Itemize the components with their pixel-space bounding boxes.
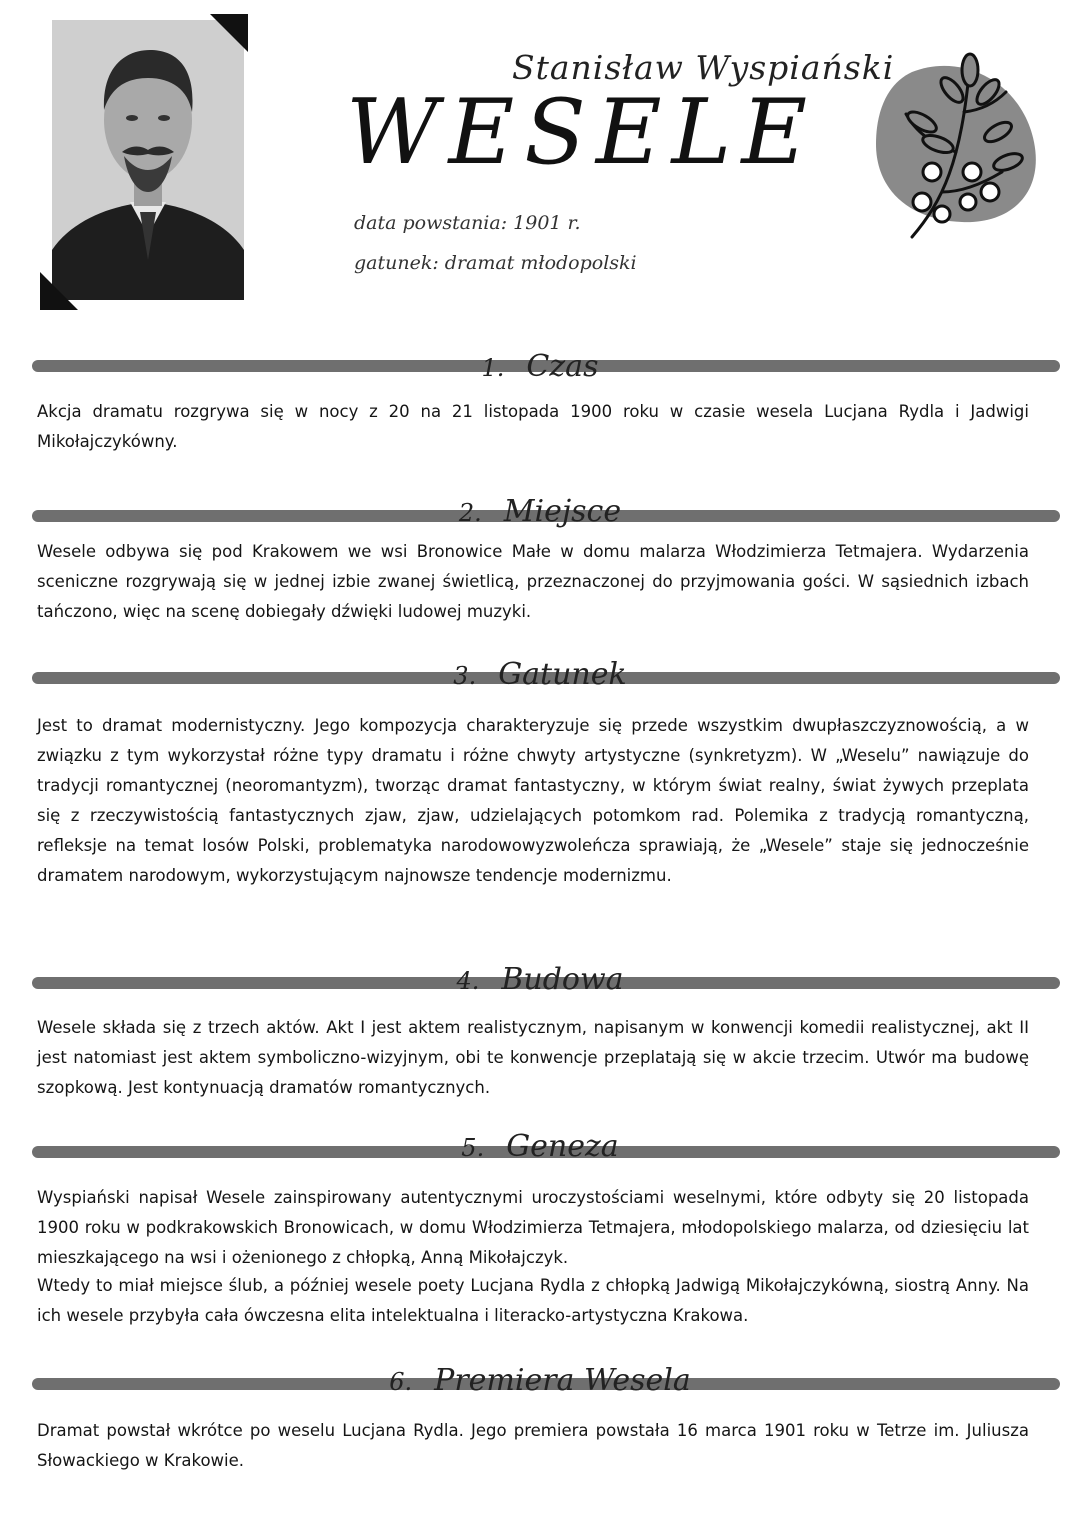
section-title: Geneza [506,1129,619,1164]
section-text: Dramat powstał wkrótce po weselu Lucjana Rydla. Jego premiera powstała 16 marca 1901 roku w Tetrze im. Juliusza Słowackiego w Krakowie. [37,1421,1029,1470]
section-text: Wtedy to miał miejsce ślub, a później wesele poety Lucjana Rydla z chłopką Jadwigą Mikołajczykówną, siostrą Anny. Na ich wesele przybyła cała ówczesna elita intelektualna i literacko-artystyczna Krakowa. [37,1276,1029,1325]
section-title: Premiera Wesela [434,1363,691,1398]
section-heading [0,657,1080,692]
section-text: Akcja dramatu rozgrywa się w nocy z 20 na 21 listopada 1900 roku w czasie wesela Lucjana Rydla i Jadwigi Mikołajczykówny. [37,402,1029,451]
section-title: Czas [526,349,599,384]
section-number: 1. [481,354,505,382]
author-name: Stanisław Wyspiański [512,48,895,87]
section-number: 4. [456,967,480,995]
section-heading [0,494,1080,529]
portrait-photo [52,20,244,300]
section-heading [0,1363,1080,1398]
creation-date: data powstania: 1901 r. [354,212,581,234]
section-number: 5. [461,1134,485,1162]
leafy-branch-icon [872,52,1042,246]
section-text: Jest to dramat modernistyczny. Jego kompozycja charakteryzuje się przede wszystkim dwupłaszczyznowością, a w związku z tym wykorzystał różne typy dramatu i różne chwyty artystyczne (synkretyzm). W „Weselu” nawiązuje do tradycji romantycznej (neoromantyzm), tworząc dramat fantastyczny, w którym świat realny, świat żywych przeplata się z rzeczywistością fantastycznych zjaw, zjaw, udzielających potomkom rad. Polemika z tradycją romantyczną, refleksje na temat losów Polski, problematyka narodowowyzwoleńcza sprawiają, że „Wesele” staje się jednocześnie dramatem narodowym, wykorzystującym najnowsze tendencje modernizmu. [37,716,1029,885]
section-text: Wyspiański napisał Wesele zainspirowany autentycznymi uroczystościami weselnymi, które odbyty się 20 listopada 1900 roku w podkrakowskich Bronowicach, w domu Włodzimierza Tetmajera, młodopolskiego malarza, od dziesięciu lat mieszkającego na wsi i ożenionego z chłopką, Anną Mikołajczyk. [37,1188,1029,1267]
section-text: Wesele składa się z trzech aktów. Akt I jest aktem realistycznym, napisanym w konwencji komedii realistycznej, akt II jest natomiast jest aktem symboliczno-wizyjnym, obi te konwencje przeplatają się w akcie trzecim. Utwór ma budowę szopkową. Jest kontynuacją dramatów romantycznych. [37,1018,1029,1097]
section-heading [0,1129,1080,1164]
work-title: WESELE [346,80,818,185]
section-title: Budowa [501,962,624,997]
genre-info: gatunek: dramat młodopolski [354,252,637,274]
section-number: 3. [453,662,477,690]
section-number: 2. [458,499,482,527]
section-title: Gatunek [498,657,627,692]
author-portrait [52,20,244,300]
photo-corner-bottom-left [40,272,78,310]
section-heading [0,962,1080,997]
section-text: Wesele odbywa się pod Krakowem we wsi Bronowice Małe w domu malarza Włodzimierza Tetmajera. Wydarzenia sceniczne rozgrywają się w jednej izbie zwanej świetlicą, przeznaczonej do przyjmowania gości. W sąsiednich izbach tańczono, więc na scenę dobiegały dźwięki ludowej muzyki. [37,542,1029,621]
photo-corner-top-right [210,14,248,52]
section-heading [0,349,1080,384]
section-number: 6. [389,1368,413,1396]
section-title: Miejsce [503,494,622,529]
